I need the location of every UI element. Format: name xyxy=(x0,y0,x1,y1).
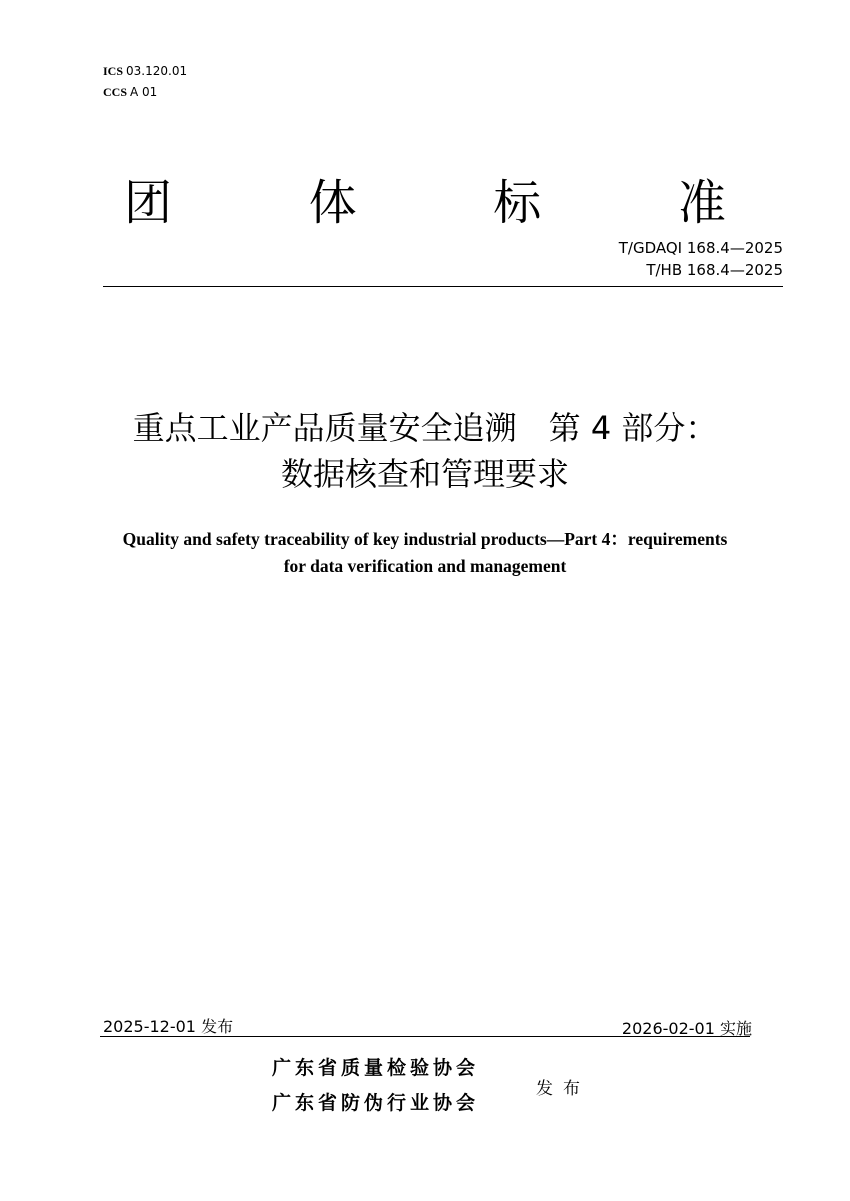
ics-code xyxy=(103,64,187,78)
standard-code-2: T/HB 168.4—2025 xyxy=(646,261,783,279)
ccs-label: CCS xyxy=(103,85,128,99)
document-title-en-line1: Quality and safety traceability of key industrial products—Part 4：requirements xyxy=(122,529,728,549)
ics-label: ICS xyxy=(103,64,124,78)
publisher-1: 广东省质量检验协会 xyxy=(272,1057,480,1079)
document-title-cn-line1: 重点工业产品质量安全追溯 第 4 部分： xyxy=(132,409,718,447)
issue-date: 2025-12-01 发布 xyxy=(103,1017,234,1036)
document-title-en-line2: for data verification and management xyxy=(283,556,567,576)
publish-label: 发布 xyxy=(536,1079,590,1099)
title-char: 准 xyxy=(677,174,726,231)
title-char: 标 xyxy=(493,174,542,231)
implementation-date: 2026-02-01 实施 xyxy=(621,1019,752,1038)
standard-type-title xyxy=(100,168,750,231)
ics-value: 03.120.01 xyxy=(126,64,188,78)
ccs-code xyxy=(103,85,157,99)
title-char: 体 xyxy=(308,174,357,231)
title-char: 团 xyxy=(123,174,172,231)
publisher-2: 广东省防伪行业协会 xyxy=(272,1092,480,1114)
ccs-value: A 01 xyxy=(130,85,158,99)
standard-code-1: T/GDAQI 168.4—2025 xyxy=(618,239,783,257)
footer-divider xyxy=(100,1036,750,1037)
header-divider xyxy=(103,286,783,287)
document-title-cn-line2: 数据核查和管理要求 xyxy=(280,455,569,493)
